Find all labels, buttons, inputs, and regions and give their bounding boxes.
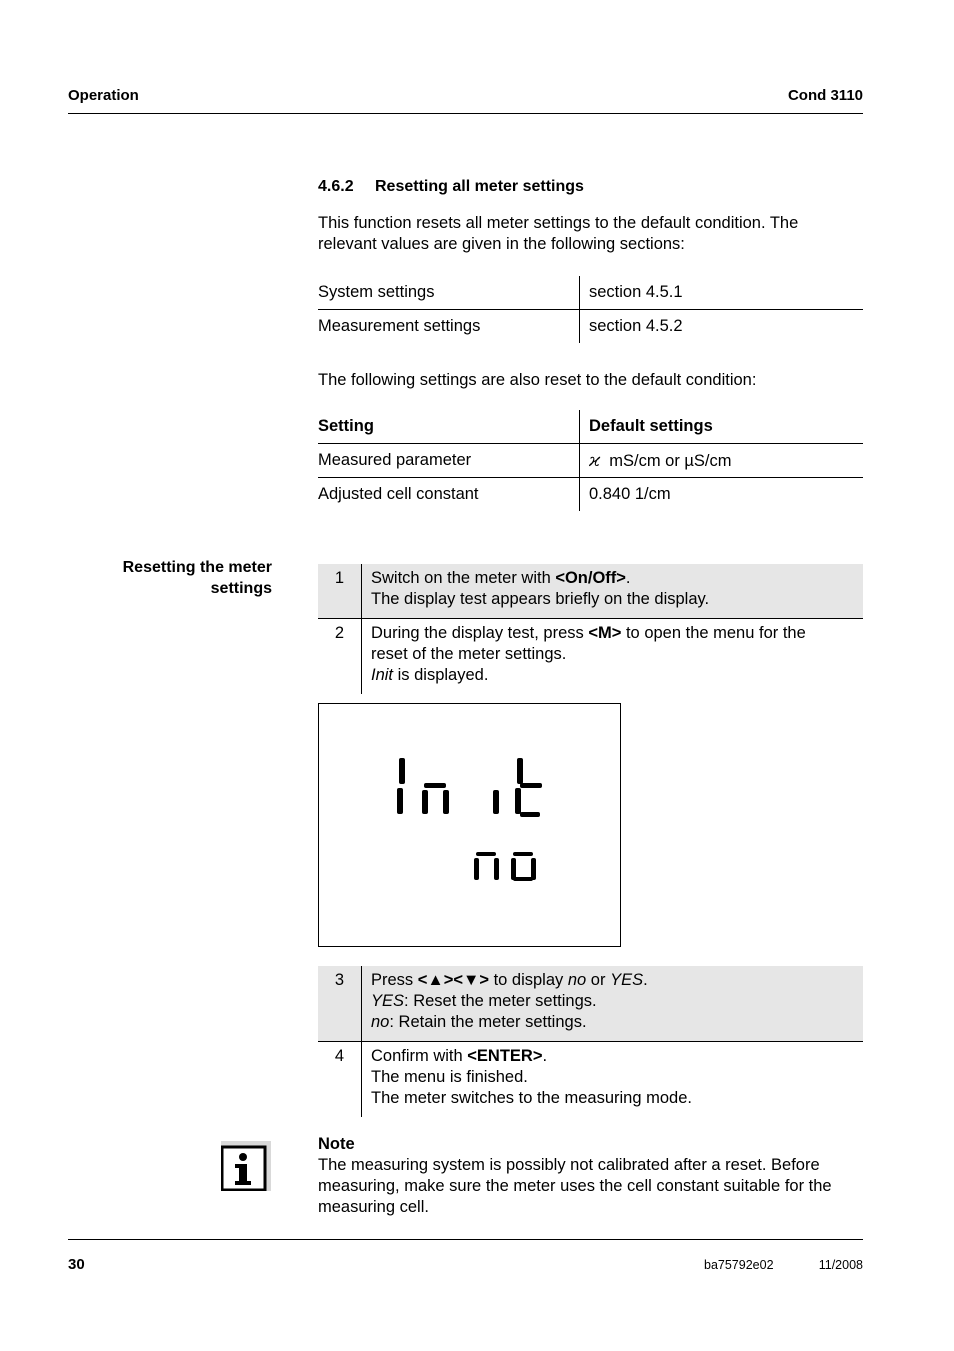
side-heading <box>90 557 272 599</box>
section-title: Resetting all meter settings <box>375 178 584 195</box>
note-line: measuring cell. <box>318 1198 429 1216</box>
default-value: 0.840 1/cm <box>589 485 671 503</box>
reference-table <box>318 276 863 343</box>
ref-link: section 4.5.1 <box>580 276 864 310</box>
step-text <box>362 619 864 695</box>
step-text <box>362 966 864 1042</box>
ref-link: section 4.5.2 <box>589 317 683 335</box>
table-row <box>318 310 863 344</box>
step-text-part: . <box>643 971 648 989</box>
step-text-line: reset of the meter settings. <box>371 645 567 663</box>
column-header-setting: Setting <box>318 410 580 444</box>
lcd-display <box>318 703 621 947</box>
ref-label: System settings <box>318 276 580 310</box>
section-heading <box>318 178 584 196</box>
intro-line: This function resets all meter settings to the default condition. The <box>318 214 799 232</box>
setting-name: Measured parameter <box>318 444 580 478</box>
step-text <box>362 1042 864 1118</box>
page-number: 30 <box>68 1256 85 1273</box>
defaults-table <box>318 410 863 511</box>
steps-table-b <box>318 966 863 1117</box>
option-no-label: no <box>371 1013 390 1031</box>
step-text-part: Switch on the meter with <box>371 569 556 587</box>
also-reset-paragraph: The following settings are also reset to the default condition: <box>318 371 757 389</box>
step-number: 3 <box>318 966 362 1042</box>
steps-table-a <box>318 564 863 694</box>
key-label: <M> <box>588 624 622 642</box>
step-row <box>318 619 863 695</box>
step-text-part: . <box>625 569 631 587</box>
document-date: 11/2008 <box>818 1258 863 1272</box>
key-label: <On/Off> <box>555 569 626 587</box>
step-number: 4 <box>318 1042 362 1118</box>
step-text-line: The meter switches to the measuring mode. <box>371 1089 692 1107</box>
ref-label: Measurement settings <box>318 310 580 344</box>
step-text-part: is displayed. <box>393 666 489 684</box>
info-icon <box>221 1141 271 1191</box>
note-block <box>318 1134 863 1218</box>
table-header-row <box>318 410 863 444</box>
step-text-part: : Retain the meter settings. <box>389 1013 587 1031</box>
column-header-default: Default settings <box>580 410 864 444</box>
step-row <box>318 564 863 619</box>
step-text-line: The menu is finished. <box>371 1068 528 1086</box>
default-unit-text: mS/cm or µS/cm <box>609 452 732 470</box>
section-number: 4.6.2 <box>318 178 354 195</box>
key-label: <ENTER> <box>467 1047 543 1065</box>
lcd-segment-graphic <box>319 704 620 946</box>
option-yes-label: YES <box>371 992 405 1010</box>
option-no: no <box>567 971 587 989</box>
table-row <box>318 444 863 478</box>
step-text-part: Confirm with <box>371 1047 468 1065</box>
table-row <box>318 478 863 512</box>
arrow-keys-label: <▲><▼> <box>417 971 489 989</box>
conductivity-symbol: ϰ <box>589 450 601 471</box>
document-id: ba75792e02 <box>704 1258 774 1272</box>
setting-name: Adjusted cell constant <box>318 478 580 512</box>
table-row <box>318 276 863 310</box>
step-text-part: Press <box>371 971 418 989</box>
step-text-part: to display <box>488 971 568 989</box>
side-heading-line: Resetting the meter <box>122 559 272 576</box>
step-number: 1 <box>318 564 362 619</box>
intro-line: relevant values are given in the following sections: <box>318 235 685 253</box>
step-number: 2 <box>318 619 362 695</box>
note-line: measuring, make sure the meter uses the cell constant suitable for the <box>318 1177 832 1195</box>
step-row <box>318 966 863 1042</box>
note-line: The measuring system is possibly not calibrated after a reset. Before <box>318 1156 820 1174</box>
step-text <box>362 564 864 619</box>
header-rule <box>68 113 863 114</box>
header-product-name: Cond 3110 <box>787 87 863 104</box>
step-text-line: The display test appears briefly on the display. <box>371 590 710 608</box>
step-text-part: During the display test, press <box>371 624 589 642</box>
step-text-part: to open the menu for the <box>621 624 806 642</box>
option-yes: YES <box>610 971 644 989</box>
header-section-label: Operation <box>68 87 139 104</box>
display-text-italic: Init <box>371 666 394 684</box>
footer-rule <box>68 1239 863 1240</box>
step-text-part: . <box>542 1047 548 1065</box>
side-heading-line: settings <box>210 580 272 597</box>
step-row <box>318 1042 863 1118</box>
step-text-part: or <box>586 971 611 989</box>
default-value <box>580 444 864 478</box>
intro-paragraph <box>318 213 863 255</box>
step-text-part: : Reset the meter settings. <box>404 992 597 1010</box>
note-title: Note <box>318 1135 355 1153</box>
